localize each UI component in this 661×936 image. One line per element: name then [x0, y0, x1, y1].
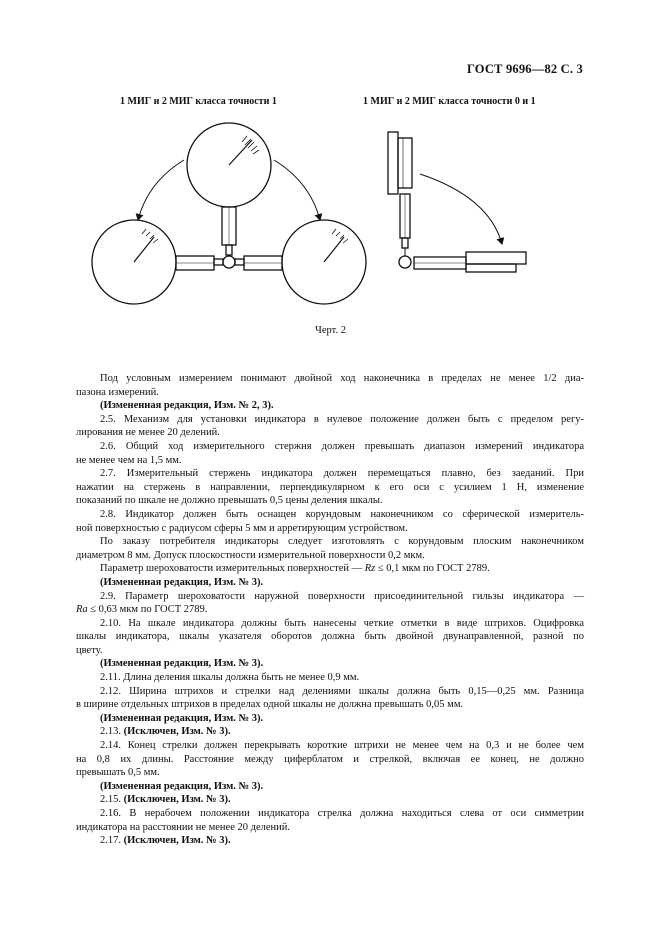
- paragraph: ной поверхностью с радиусом сферы 5 мм и арретирующим устройством.: [76, 522, 408, 534]
- amendment-note: (Измененная редакция, Изм. № 3).: [100, 658, 264, 670]
- indicator-positions-drawing: [84, 112, 584, 312]
- indicator-top: [187, 123, 271, 255]
- indicator-right: [235, 220, 366, 304]
- text-run: ≤ 0,63 мкм по ГОСТ 2789.: [87, 604, 208, 616]
- paragraph: не менее чем на 1,5 мм.: [76, 454, 182, 466]
- excluded-note: (Исключен, Изм. № 3).: [123, 794, 231, 806]
- paragraph: [76, 793, 584, 807]
- figure-caption-right: 1 МИГ и 2 МИГ класса точности 0 и 1: [363, 96, 536, 107]
- paragraph: [76, 562, 584, 576]
- page-header: ГОСТ 9696—82 С. 3: [466, 62, 583, 76]
- paragraph: на 0,8 их длины. Расстояние между циферблатом и стрелкой, включая ее конец, не должно: [76, 753, 584, 765]
- paragraph: лирования не менее 20 делений.: [76, 427, 220, 439]
- roughness-symbol: Rz: [364, 563, 376, 575]
- text-run: 2.17.: [100, 835, 124, 847]
- indicator-left: [92, 220, 223, 304]
- amendment-note: (Измененная редакция, Изм. № 3).: [100, 576, 264, 588]
- paragraph: диаметром 8 мм. Допуск плоскостности измерительной поверхности 0,2 мкм.: [76, 549, 425, 561]
- text-run: 2.15.: [100, 794, 124, 806]
- paragraph: превышать 0,5 мм.: [76, 767, 160, 779]
- paragraph: 2.12. Ширина штрихов и стрелки над делениями шкалы должна быть 0,15—0,25 мм. Разница: [100, 685, 584, 697]
- paragraph: 2.7. Измерительный стержень индикатора должен перемещаться плавно, без заеданий. При: [100, 468, 584, 480]
- paragraph: [76, 725, 584, 739]
- amendment-note: (Измененная редакция, Изм. № 2, 3).: [100, 400, 274, 412]
- document-body: [76, 372, 584, 848]
- amendment-note: (Измененная редакция, Изм. № 3).: [100, 712, 264, 724]
- paragraph: 2.11. Длина деления шкалы должна быть не менее 0,9 мм.: [100, 672, 360, 684]
- roughness-symbol: Ra: [76, 604, 88, 616]
- paragraph: 2.14. Конец стрелки должен перекрывать короткие штрихи не менее чем на 0,3 и не более чем: [100, 740, 584, 752]
- paragraph: Под условным измерением понимают двойной ход наконечника в пределах не менее 1/2 диа-: [100, 373, 584, 384]
- text-run: ≤ 0,1 мкм по ГОСТ 2789.: [375, 563, 490, 575]
- paragraph: нажатии на стержень в направлении, перпендикулярном к его оси с усилием 1 Н, изменение: [76, 481, 584, 493]
- paragraph: в ширине отдельных штрихов в пределах одной шкалы не должна превышать 0,05 мм.: [76, 699, 464, 711]
- paragraph: шкалы индикатора, шкалы указателя оборотов должна быть двойной двунаправленной, разной по: [76, 631, 584, 643]
- paragraph: [76, 603, 584, 617]
- excluded-note: (Исключен, Изм. № 3).: [123, 835, 231, 847]
- paragraph: показаний по шкале не должно превышать 0,5 цены деления шкалы.: [76, 495, 383, 507]
- paragraph: индикатора на расстоянии не менее 20 делений.: [76, 821, 290, 833]
- paragraph: 2.6. Общий ход измерительного стержня должен превышать диапазон измерений индикатора: [100, 440, 584, 452]
- indicator-side-view: [388, 132, 526, 272]
- figure-label: Черт. 2: [315, 325, 346, 336]
- paragraph: [76, 834, 584, 848]
- figure-caption-left: 1 МИГ и 2 МИГ класса точности 1: [120, 96, 277, 107]
- paragraph: 2.10. На шкале индикатора должны быть нанесены четкие отметки в виде штрихов. Оцифровка: [100, 617, 584, 629]
- text-run: 2.13.: [100, 726, 124, 738]
- paragraph: 2.9. Параметр шероховатости наружной поверхности присоединительной гильзы индикатора —: [100, 590, 584, 602]
- paragraph: 2.16. В нерабочем положении индикатора стрелка должна находиться слева от оси симметрии: [100, 808, 584, 819]
- excluded-note: (Исключен, Изм. № 3).: [123, 726, 231, 738]
- text-run: Параметр шероховатости измерительных поверхностей —: [100, 563, 365, 575]
- paragraph: цвету.: [76, 644, 103, 656]
- paragraph: 2.5. Механизм для установки индикатора в нулевое положение должен быть с пределом регу-: [100, 413, 584, 425]
- paragraph: 2.8. Индикатор должен быть оснащен корундовым наконечником со сферической измеритель-: [100, 508, 584, 520]
- amendment-note: (Измененная редакция, Изм. № 3).: [100, 780, 264, 792]
- paragraph: По заказу потребителя индикаторы следует изготовлять с корундовым плоским наконечником: [100, 536, 584, 548]
- paragraph: пазона измерений.: [76, 386, 159, 398]
